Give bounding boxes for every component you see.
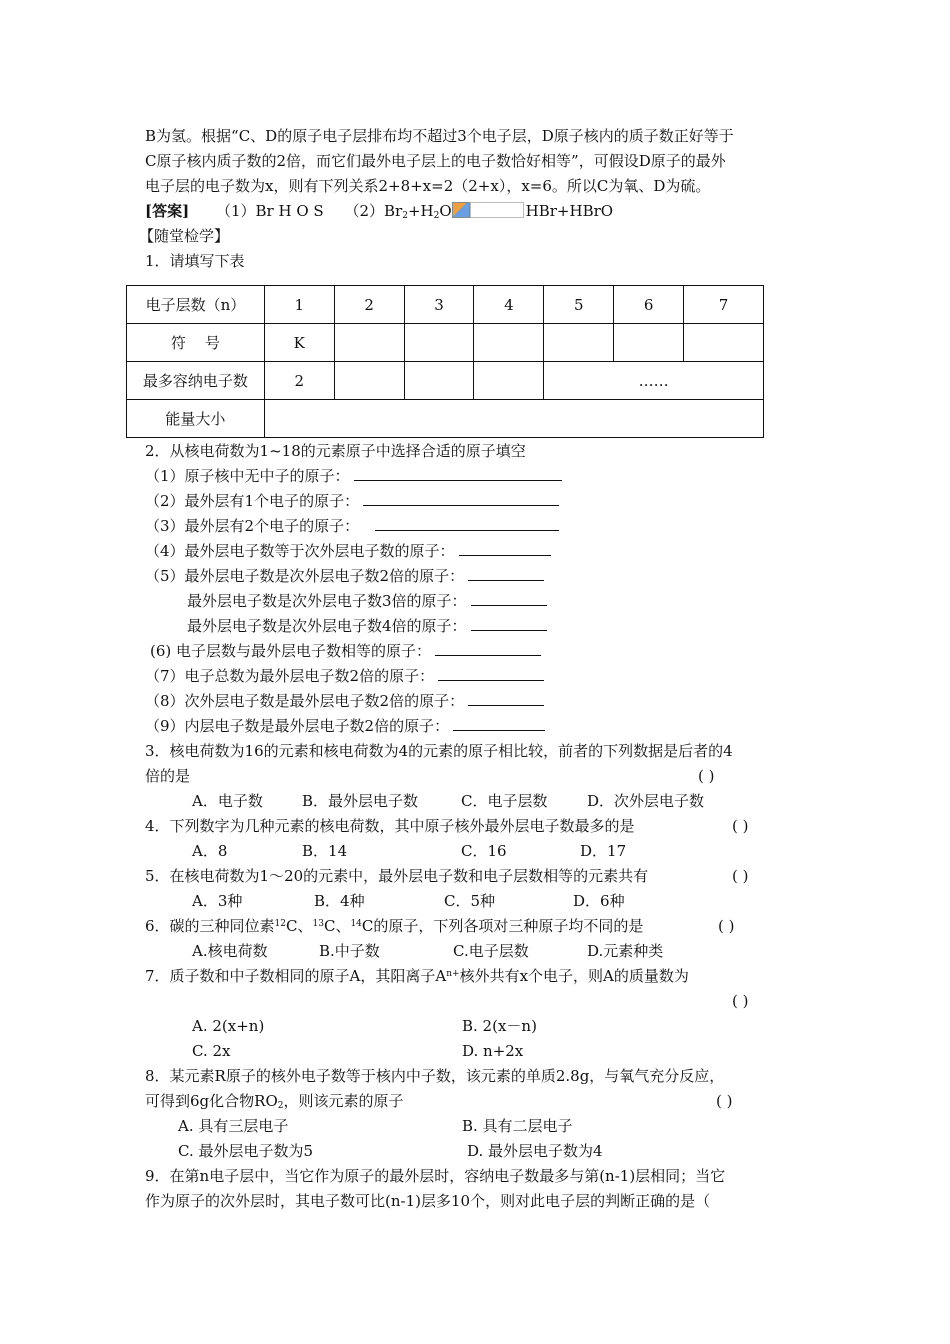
answer-blank[interactable] bbox=[453, 716, 545, 731]
q2-item-8: （8）次外层电子数是最外层电子数2倍的原子： bbox=[145, 691, 544, 711]
q6-answer-paren[interactable]: ( ) bbox=[718, 917, 735, 935]
q8-option-c[interactable]: C. 最外层电子数为5 bbox=[178, 1142, 314, 1160]
q4-option-d[interactable]: D．17 bbox=[580, 842, 627, 860]
answer-blank[interactable] bbox=[435, 641, 541, 656]
q5-option-a[interactable]: A．3种 bbox=[192, 892, 243, 910]
electron-shell-table bbox=[126, 285, 764, 438]
q8-answer-paren[interactable]: ( ) bbox=[716, 1092, 733, 1110]
q2-item-9: （9）内层电子数是最外层电子数2倍的原子： bbox=[145, 716, 545, 736]
q2-item-2: （2）最外层有1个电子的原子： bbox=[145, 491, 559, 511]
q3-option-d[interactable]: D．次外层电子数 bbox=[587, 792, 705, 810]
table-cell: 2 bbox=[334, 286, 404, 324]
q3-option-a[interactable]: A．电子数 bbox=[192, 792, 263, 810]
table-cell: 2 bbox=[264, 362, 334, 400]
answer-blank[interactable] bbox=[363, 491, 559, 506]
q7-option-b[interactable]: B. 2(x－n) bbox=[462, 1017, 537, 1035]
answer-label: [答案] bbox=[145, 202, 190, 220]
answer-blank[interactable] bbox=[468, 566, 544, 581]
intro-line-3: 电子层的电子数为x，则有下列关系2+8+x=2（2+x），x=6。所以C为氧、D为硫。 bbox=[145, 177, 711, 195]
q3-option-c[interactable]: C．电子层数 bbox=[461, 792, 548, 810]
q6-line: 6．碳的三种同位素$^{12}$C、$^{13}$C、$^{14}$C的原子，下列各项对三种原子均不同的是 bbox=[145, 917, 644, 935]
table-row-capacity bbox=[127, 362, 764, 400]
intro-line-2: C原子核内质子数的2倍，而它们最外电子层上的电子数恰好相等”，可假设D原子的最外 bbox=[145, 152, 726, 170]
q5-line: 5．在核电荷数为1～20的元素中，最外层电子数和电子层数相等的元素共有 bbox=[145, 867, 649, 885]
table-cell bbox=[404, 362, 474, 400]
q8-option-b[interactable]: B. 具有二层电子 bbox=[462, 1117, 573, 1135]
q9-line-2: 作为原子的次外层时，其电子数可比(n-1)层多10个，则对此电子层的判断正确的是（ bbox=[145, 1192, 711, 1210]
table-cell: 6 bbox=[614, 286, 684, 324]
answer-products: HBr+HBrO bbox=[525, 202, 614, 220]
q2-item-6: (6) 电子层数与最外层电子数相等的原子： bbox=[150, 641, 541, 661]
answer-blank[interactable] bbox=[471, 616, 547, 631]
q4-option-b[interactable]: B．14 bbox=[302, 842, 348, 860]
row-header: 电子层数（n） bbox=[127, 286, 265, 324]
row-header: 最多容纳电子数 bbox=[127, 362, 265, 400]
q8-line-1: 8．某元素R原子的核外电子数等于核内中子数，该元素的单质2.8g，与氧气充分反应， bbox=[145, 1067, 725, 1085]
q5-option-c[interactable]: C．5种 bbox=[444, 892, 496, 910]
table-cell: 1 bbox=[264, 286, 334, 324]
q8-option-a[interactable]: A. 具有三层电子 bbox=[178, 1117, 289, 1135]
q8-line-2: 可得到6g化合物$RO_2$，则该元素的原子 bbox=[145, 1092, 404, 1111]
table-cell bbox=[404, 324, 474, 362]
q2-item-4: （4）最外层电子数等于次外层电子数的原子： bbox=[145, 541, 551, 561]
table-cell bbox=[614, 324, 684, 362]
table-cell: 7 bbox=[684, 286, 764, 324]
q4-option-c[interactable]: C．16 bbox=[461, 842, 507, 860]
q5-option-d[interactable]: D．6种 bbox=[573, 892, 625, 910]
table-cell-ellipsis: …… bbox=[544, 362, 764, 400]
table-row-shell-number bbox=[127, 286, 764, 324]
q2-item-5c: 最外层电子数是次外层电子数4倍的原子： bbox=[187, 616, 547, 636]
q7-option-c[interactable]: C. 2x bbox=[192, 1042, 231, 1060]
q4-line: 4．下列数字为几种元素的核电荷数，其中原子核外最外层电子数最多的是 bbox=[145, 817, 635, 835]
q7-answer-paren[interactable]: ( ) bbox=[732, 992, 749, 1010]
q2-item-1: （1）原子核中无中子的原子： bbox=[145, 466, 562, 486]
answer-part-1: （1）Br H O S bbox=[215, 202, 324, 220]
table-cell-merged bbox=[264, 400, 763, 438]
answer-blank[interactable] bbox=[438, 666, 544, 681]
table-cell: 4 bbox=[474, 286, 544, 324]
q2-item-7: （7）电子总数为最外层电子数2倍的原子： bbox=[145, 666, 544, 686]
q3-line-2: 倍的是 bbox=[145, 767, 191, 785]
row-header: 能量大小 bbox=[127, 400, 265, 438]
q1-title: 1．请填写下表 bbox=[145, 252, 245, 270]
table-cell bbox=[474, 324, 544, 362]
broken-image-icon bbox=[452, 202, 470, 218]
table-cell: 5 bbox=[544, 286, 614, 324]
table-cell: 3 bbox=[404, 286, 474, 324]
answer-blank[interactable] bbox=[459, 541, 551, 556]
q5-answer-paren[interactable]: ( ) bbox=[732, 867, 749, 885]
table-cell bbox=[544, 324, 614, 362]
q6-option-a[interactable]: A.核电荷数 bbox=[192, 942, 268, 960]
q5-option-b[interactable]: B．4种 bbox=[314, 892, 365, 910]
answer-blank[interactable] bbox=[375, 516, 559, 531]
row-header: 符 号 bbox=[127, 324, 265, 362]
q6-option-d[interactable]: D.元素种类 bbox=[587, 942, 664, 960]
q4-option-a[interactable]: A．8 bbox=[192, 842, 228, 860]
q7-option-d[interactable]: D. n+2x bbox=[462, 1042, 524, 1060]
q2-title: 2．从核电荷数为1~18的元素原子中选择合适的原子填空 bbox=[145, 442, 526, 460]
q7-line: 7．质子数和中子数相同的原子A，其阳离子$A^{n+}$核外共有x个电子，则A的质量数为 bbox=[145, 967, 689, 985]
q6-option-c[interactable]: C.电子层数 bbox=[453, 942, 529, 960]
table-cell: K bbox=[264, 324, 334, 362]
q4-answer-paren[interactable]: ( ) bbox=[732, 817, 749, 835]
q7-option-a[interactable]: A. 2(x+n) bbox=[192, 1017, 265, 1035]
q3-line-1: 3．核电荷数为16的元素和核电荷数为4的元素的原子相比较，前者的下列数据是后者的4 bbox=[145, 742, 733, 760]
q6-option-b[interactable]: B.中子数 bbox=[319, 942, 380, 960]
answer-blank[interactable] bbox=[471, 591, 547, 606]
q8-option-d[interactable]: D. 最外层电子数为4 bbox=[467, 1142, 603, 1160]
table-cell bbox=[334, 362, 404, 400]
answer-blank[interactable] bbox=[354, 466, 562, 481]
table-row-energy bbox=[127, 400, 764, 438]
section-title: 【随堂检学】 bbox=[139, 227, 230, 245]
answer-blank[interactable] bbox=[468, 691, 544, 706]
q3-option-b[interactable]: B．最外层电子数 bbox=[302, 792, 419, 810]
q2-item-5b: 最外层电子数是次外层电子数3倍的原子： bbox=[187, 591, 547, 611]
table-cell bbox=[334, 324, 404, 362]
equilibrium-arrow-image bbox=[470, 202, 524, 218]
intro-line-1: B为氢。根据“C、D的原子电子层排布均不超过3个电子层，D原子核内的质子数正好等于 bbox=[145, 127, 734, 145]
table-cell bbox=[474, 362, 544, 400]
q9-line-1: 9．在第n电子层中，当它作为原子的最外层时，容纳电子数最多与第(n-1)层相同；当它 bbox=[145, 1167, 726, 1185]
answer-part-2: $(2)Br_2+H_2O$ bbox=[344, 202, 452, 221]
q3-answer-paren[interactable]: ( ) bbox=[698, 767, 715, 785]
table-row-symbol bbox=[127, 324, 764, 362]
table-cell bbox=[684, 324, 764, 362]
answer-line bbox=[145, 201, 613, 221]
q2-item-5: （5）最外层电子数是次外层电子数2倍的原子： bbox=[145, 566, 544, 586]
q2-item-3: （3）最外层有2个电子的原子： bbox=[145, 516, 559, 536]
